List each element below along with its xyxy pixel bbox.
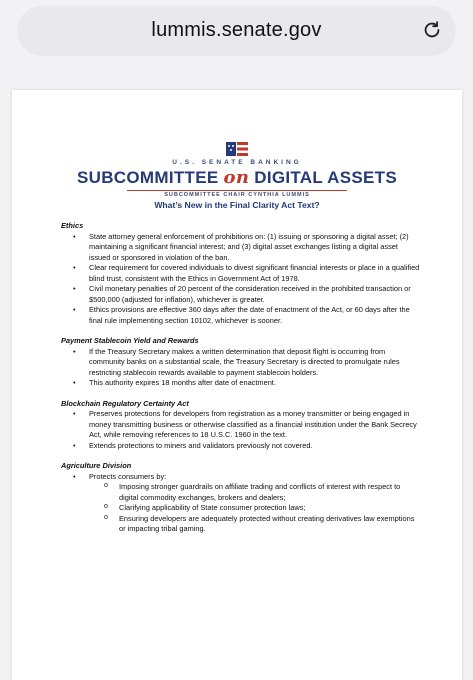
list-item: • State attorney general enforcement of prohibitions on: (1) issuing or sponsoring a digital asset; (2) maintaining a significant financial interest; and (3) digital asset exchanges listing a digital asset issued or sponsored in violation of the ban. xyxy=(61,232,421,264)
logo-subtitle: SUBCOMMITTEE CHAIR CYNTHIA LUMMIS xyxy=(164,192,310,198)
list-item: • If the Treasury Secretary makes a written determination that deposit flight is occurring from community banks on a substantial scale, the Treasury Secretary is directed to promulgate rules restricting stablecoin rewards available to payment stablecoin holders. xyxy=(61,347,421,379)
bullet-list xyxy=(61,347,421,389)
bullet-list xyxy=(61,409,421,451)
sub-list-item: o Clarifying applicability of State consumer protection laws; xyxy=(61,503,421,514)
logo-divider xyxy=(127,190,347,191)
flag-logo-icon xyxy=(226,142,248,156)
list-item: • This authority expires 18 months after date of enactment. xyxy=(61,378,421,389)
section-heading: Ethics xyxy=(61,221,84,230)
bullet-list xyxy=(61,232,421,327)
sub-list-item: o Imposing stronger guardrails on affiliate trading and conflicts of interest with respect to digital commodity exchanges, brokers and dealers; xyxy=(61,482,421,503)
document-page xyxy=(12,90,462,680)
section-heading: Blockchain Regulatory Certainty Act xyxy=(61,398,189,408)
url-text[interactable]: lummis.senate.gov xyxy=(151,18,322,41)
document-body xyxy=(61,221,421,535)
logo-main-text: SUBCOMMITTEE on DIGITAL ASSETS xyxy=(77,167,397,188)
list-item: • Clear requirement for covered individuals to divest significant financial interests or place in a qualified blind trust, consistent with the Ethics in Government Act of 1978. xyxy=(61,263,421,284)
list-item: • Protects consumers by: xyxy=(61,472,421,483)
address-bar[interactable] xyxy=(18,6,455,54)
reload-icon[interactable] xyxy=(421,19,443,41)
subcommittee-logo xyxy=(12,142,462,198)
list-item: • Ethics provisions are effective 360 days after the date of enactment of the Act, or 60 days after the final rule implementing section 10102, whichever is sooner. xyxy=(61,305,421,326)
list-item: • Preserves protections for developers from registration as a money transmitter or being engaged in money transmitting business or otherwise classified as a financial institution under the Bank Secrecy Act, while removing references to 18 U.S.C. 1960 in the text. xyxy=(61,409,421,441)
bullet-list xyxy=(61,472,421,535)
logo-top-text: U.S. SENATE BANKING xyxy=(172,159,302,166)
list-item: • Extends protections to miners and validators previously not covered. xyxy=(61,441,421,452)
section-heading: Agriculture Division xyxy=(61,461,132,470)
list-item: • Civil monetary penalties of 20 percent of the consideration received in the prohibited transaction or $500,000 (adjusted for inflation), whichever is greater. xyxy=(61,284,421,305)
document-title: What’s New in the Final Clarity Act Text? xyxy=(154,200,320,210)
sub-list-item: o Ensuring developers are adequately protected without creating derivatives law exemptions or impacting tribal gaming. xyxy=(61,514,421,535)
section-heading: Payment Stablecoin Yield and Rewards xyxy=(61,336,199,345)
